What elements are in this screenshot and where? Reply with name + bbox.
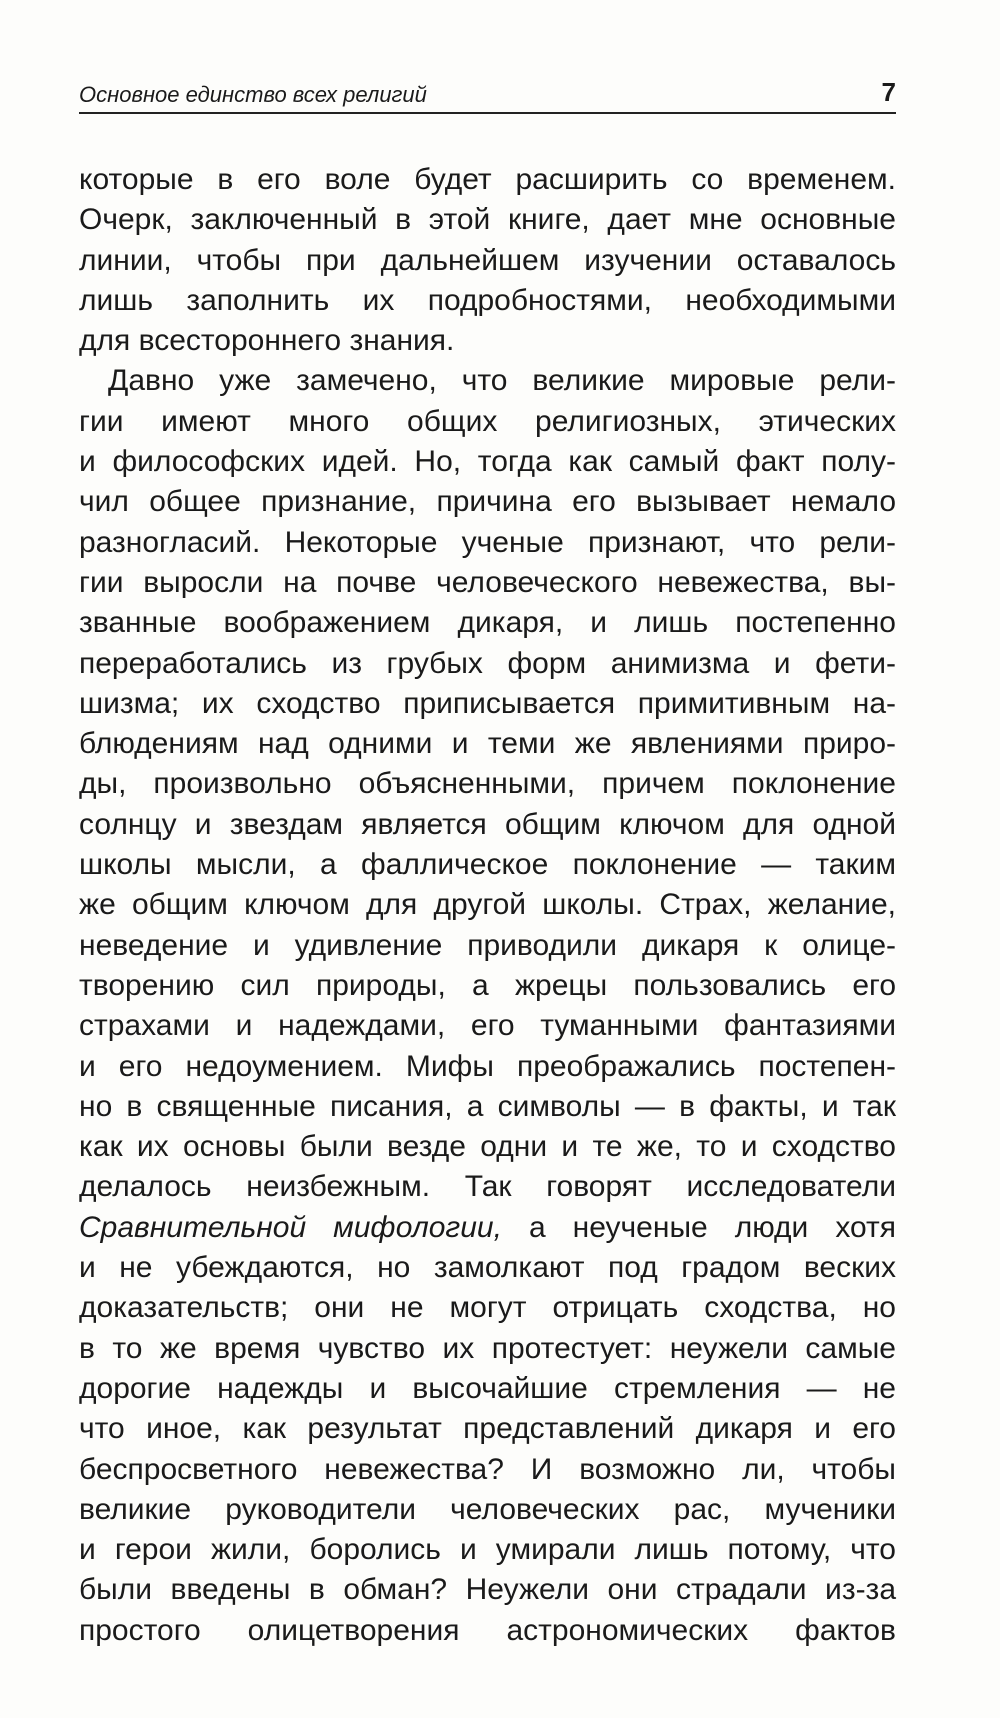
text-line: чил общее признание, причина его вызывает немало (79, 485, 896, 519)
text-line: Очерк, заключенный в этой книге, дает мне основные (79, 203, 896, 237)
text-line: солнцу и звездам является общим ключом для одной (79, 807, 896, 841)
running-title: Основное единство всех религий (79, 82, 427, 107)
text-line (79, 1208, 896, 1248)
running-header (79, 78, 896, 114)
italic-term: Сравнительной мифологии, (79, 1210, 502, 1244)
text-line: были введены в обман? Неужели они страдали из-за (79, 1573, 896, 1607)
text-line: великие руководители человеческих рас, мученики (79, 1492, 896, 1526)
text-line: что иное, как результат представлений дикаря и его (79, 1412, 896, 1446)
text-line: Давно уже замечено, что великие мировые рели- (108, 364, 896, 398)
page-number: 7 (881, 77, 896, 107)
text-line: и философских идей. Но, тогда как самый факт полу- (79, 445, 896, 479)
text-line: беспросветного невежества? И возможно ли, чтобы (79, 1452, 896, 1486)
text-line: школы мысли, а фаллическое поклонение — таким (79, 848, 896, 882)
text-line: ды, произвольно объясненными, причем поклонение (79, 767, 896, 801)
text-line: в то же время чувство их протестует: неужели самые (79, 1331, 896, 1365)
text-line: творению сил природы, а жрецы пользовались его (79, 968, 896, 1002)
body-text (79, 160, 896, 1651)
text-line: простого олицетворения астрономических фактов (79, 1613, 896, 1647)
text-line: которые в его воле будет расширить со временем. (79, 163, 896, 196)
text-line: блюдениям над одними и теми же явлениями приро- (79, 727, 896, 761)
text-line: званные воображением дикаря, и лишь постепенно (79, 606, 896, 640)
text-line: как их основы были везде одни и те же, то и сходство (79, 1130, 896, 1164)
text-line: шизма; их сходство приписывается примитивным на- (79, 686, 896, 720)
text-line: же общим ключом для другой школы. Страх, желание, (79, 888, 896, 922)
text-line: но в священные писания, а символы — в факты, и так (79, 1089, 896, 1123)
text-line: и герои жили, боролись и умирали лишь потому, что (79, 1533, 896, 1567)
text-line: гии выросли на почве человеческого невежества, вы- (79, 565, 896, 599)
text-line: линии, чтобы при дальнейшем изучении оставалось (79, 243, 896, 277)
text-line: и его недоумением. Мифы преображались постепен- (79, 1049, 896, 1083)
text-line: гии имеют много общих религиозных, этических (79, 404, 896, 438)
text-line: лишь заполнить их подробностями, необходимыми (79, 283, 896, 317)
text-line: для всестороннего знания. (79, 324, 455, 358)
text-line: разногласий. Некоторые ученые признают, что рели- (79, 525, 896, 559)
text-span: а неученые люди хотя (501, 1210, 896, 1244)
text-line: дорогие надежды и высочайшие стремления — не (79, 1371, 896, 1405)
text-line: доказательств; они не могут отрицать сходства, но (79, 1291, 896, 1325)
paragraph-1 (79, 160, 896, 361)
text-line: страхами и надеждами, его туманными фантазиями (79, 1009, 896, 1043)
text-line: переработались из грубых форм анимизма и фети- (79, 646, 896, 680)
paragraph-2 (79, 361, 896, 1651)
text-line: неведение и удивление приводили дикаря к олице- (79, 928, 896, 962)
text-line: делалось неизбежным. Так говорят исследователи (79, 1170, 896, 1204)
text-line: и не убеждаются, но замолкают под градом веских (79, 1251, 896, 1285)
